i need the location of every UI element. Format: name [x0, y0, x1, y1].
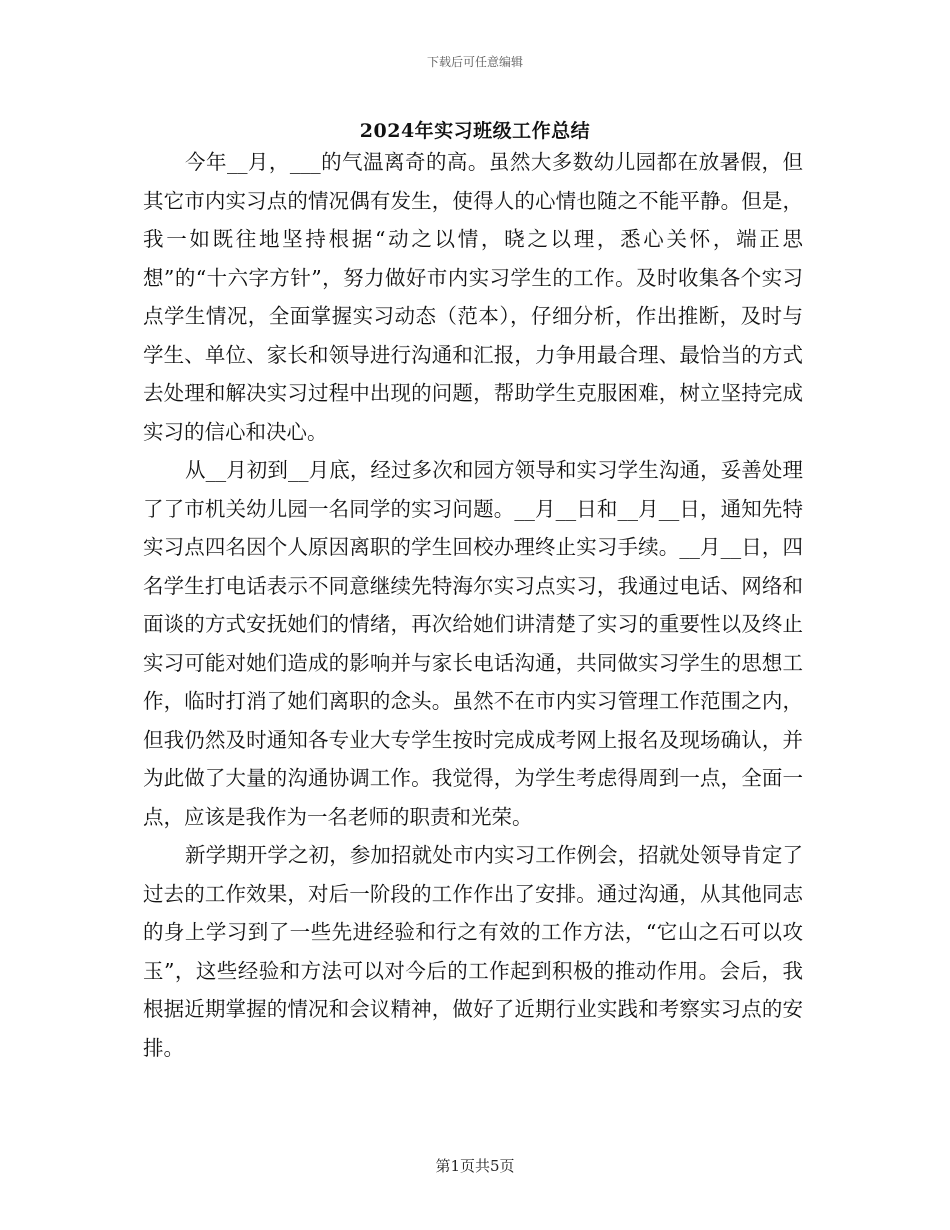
page-header-note: 下载后可任意编辑 — [426, 55, 523, 69]
page-number-footer: 第1页共5页 — [435, 1157, 515, 1175]
paragraph-3: 新学期开学之初，参加招就处市内实习工作例会，招就处领导肯定了过去的工作效果，对后一阶段的工作作出了安排。通过沟通，从其他同志的身上学习到了一些先进经验和行之有效的工作方法，“它山之石可以攻玉”，这些经验和方法可以对今后的工作起到积极的推动作用。会后，我根据近期掌握的情况和会议精神，做好了近期行业实践和考察实习点的安排。 — [143, 843, 803, 1060]
paragraph-1: 今年__月，___的气温离奇的高。虽然大多数幼儿园都在放暑假，但其它市内实习点的情况偶有发生，使得人的心情也随之不能平静。但是，我一如既往地坚持根据“动之以情，晓之以理，悉心关怀，端正思想”的“十六字方针”，努力做好市内实习学生的工作。及时收集各个实习点学生情况，全面掌握实习动态（范本），仔细分析，作出推断，及时与学生、单位、家长和领导进行沟通和汇报，力争用最合理、最恰当的方式去处理和解决实习过程中出现的问题，帮助学生克服困难，树立坚持完成实习的信心和决心。 — [143, 150, 803, 444]
document-title: 2024年实习班级工作总结 — [359, 120, 591, 142]
document-body — [143, 143, 803, 1067]
paragraph-2: 从__月初到__月底，经过多次和园方领导和实习学生沟通，妥善处理了了市机关幼儿园一名同学的实习问题。__月__日和__月__日，通知先特实习点四名因个人原因离职的学生回校办理终止实习手续。__月__日，四名学生打电话表示不同意继续先特海尔实习点实习，我通过电话、网络和面谈的方式安抚她们的情绪，再次给她们讲清楚了实习的重要性以及终止实习可能对她们造成的影响并与家长电话沟通，共同做实习学生的思想工作，临时打消了她们离职的念头。虽然不在市内实习管理工作范围之内，但我仍然及时通知各专业大专学生按时完成成考网上报名及现场确认，并为此做了大量的沟通协调工作。我觉得，为学生考虑得周到一点，全面一点，应该是我作为一名老师的职责和光荣。 — [143, 458, 803, 829]
